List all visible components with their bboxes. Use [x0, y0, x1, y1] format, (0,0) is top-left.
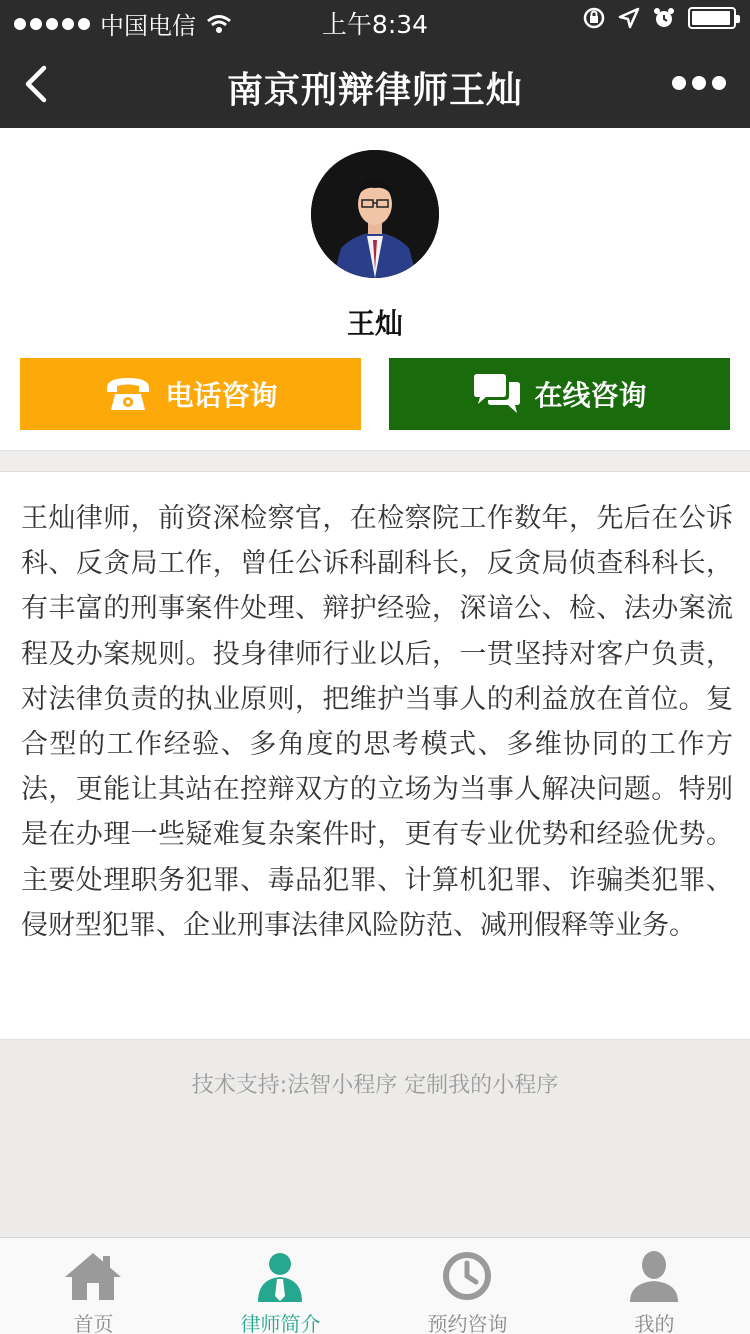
alarm-icon [652, 6, 676, 30]
online-consult-button[interactable] [389, 358, 730, 430]
location-icon [618, 7, 640, 29]
tab-mine[interactable] [561, 1238, 748, 1334]
status-right [582, 6, 736, 30]
clock-icon [437, 1250, 497, 1302]
tech-support-link[interactable]: 技术支持:法智小程序 定制我的小程序 [191, 1073, 559, 1098]
user-icon [624, 1250, 684, 1302]
clock-time: 上午8:34 [321, 10, 429, 39]
tab-lawyer-intro-label: 律师简介 [240, 1312, 321, 1334]
tab-appointment-label: 预约咨询 [427, 1312, 508, 1334]
home-icon [63, 1250, 123, 1302]
section-divider [0, 450, 750, 472]
bio-text: 王灿律师，前资深检察官，在检察院工作数年，先后在公诉科、反贪局工作，曾任公诉科副科长，反贪局侦查科科长，有丰富的刑事案件处理、辩护经验，深谙公、检、法办案流程及办案规则。投身律师行业以后，一贯坚持对客户负责，对法律负责的执业原则，把维护当事人的利益放在首位。复合型的工作经验、多角度的思考模式、多维协同的工作方法，更能让其站在控辩双方的立场为当事人解决问题。特别是在办理一些疑难复杂案件时，更有专业优势和经验优势。主要处理职务犯罪、毒品犯罪、计算机犯罪、诈骗类犯罪、侵财型犯罪、企业刑事法律风险防范、减刑假释等业务。 [21, 503, 733, 941]
phone-icon [103, 374, 153, 414]
footer [0, 1039, 750, 1237]
tab-home[interactable] [0, 1238, 187, 1334]
chat-icon [472, 373, 522, 415]
lawyer-name: 王灿 [346, 307, 403, 340]
rotation-lock-icon [582, 6, 606, 30]
tab-appointment[interactable] [374, 1238, 561, 1334]
avatar [311, 150, 439, 278]
status-bar [0, 0, 750, 40]
navigation-bar [0, 40, 750, 128]
more-menu-button[interactable] [672, 76, 726, 90]
tab-mine-label: 我的 [634, 1312, 675, 1334]
page-title: 南京刑辩律师王灿 [226, 70, 523, 111]
tab-bar [0, 1237, 750, 1334]
battery-icon [688, 7, 736, 29]
online-consult-label: 在线咨询 [534, 379, 647, 412]
phone-consult-label: 电话咨询 [165, 379, 278, 412]
phone-consult-button[interactable] [20, 358, 361, 430]
bio-section [0, 472, 750, 1039]
carrier-label: 中国电信 [100, 12, 196, 40]
lawyer-icon [250, 1250, 310, 1302]
profile-card [0, 128, 750, 450]
tab-home-label: 首页 [73, 1312, 114, 1334]
tab-lawyer-intro[interactable] [187, 1238, 374, 1334]
